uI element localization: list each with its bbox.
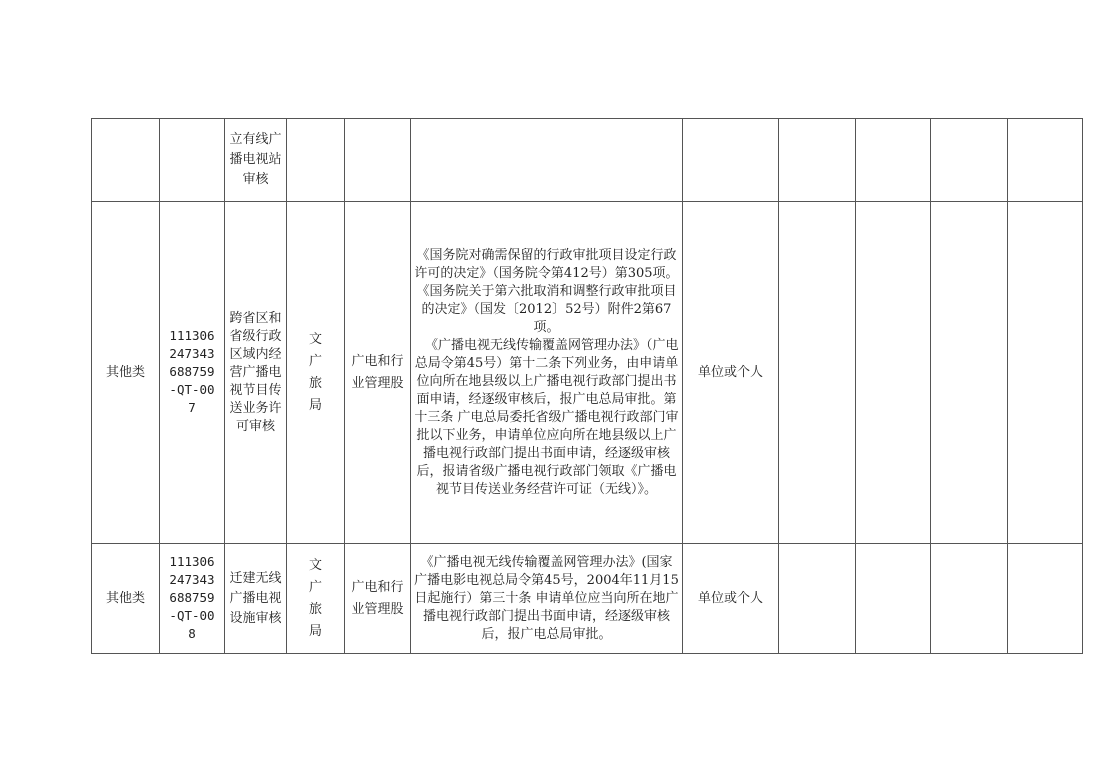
basis-cell	[411, 119, 683, 202]
category-cell: 其他类	[92, 544, 160, 654]
empty-cell	[856, 119, 931, 202]
empty-cell	[779, 544, 856, 654]
basis-paragraph: 《广播电视无线传输覆盖网管理办法》（广电总局令第45号）第十二条下列业务，由申请单位向所在地县级以上广播电视行政部门提出书面申请，经逐级审核后，报广电总局审批。第十三条 广电总局委托省级广播电视行政部门审批以下业务，申请单位应向所在地县级以上广播电视行政部门提出书面申请，经逐级审核后，报请省级广播电视行政部门领取《广播电视节目传送业务经营许可证（无线）》。	[414, 337, 679, 497]
code-cell: 111306247343688759-QT-007	[160, 202, 225, 544]
empty-cell	[1008, 202, 1083, 544]
basis-cell	[411, 544, 683, 654]
item-name-cell: 立有线广播电视站审核	[225, 119, 287, 202]
category-cell: 其他类	[92, 202, 160, 544]
department-cell	[345, 119, 411, 202]
basis-paragraph: 《国务院对确需保留的行政审批项目设定行政许可的决定》（国务院令第412号）第305项。	[414, 247, 679, 281]
subject-cell	[683, 119, 779, 202]
empty-cell	[779, 202, 856, 544]
basis-cell	[411, 202, 683, 544]
category-cell	[92, 119, 160, 202]
agency-cell: 文广旅局	[287, 202, 345, 544]
item-name-cell: 迁建无线广播电视设施审核	[225, 544, 287, 654]
empty-cell	[856, 202, 931, 544]
empty-cell	[931, 202, 1008, 544]
subject-cell: 单位或个人	[683, 202, 779, 544]
agency-cell: 文广旅局	[287, 544, 345, 654]
code-cell: 111306247343688759-QT-008	[160, 544, 225, 654]
department-cell: 广电和行业管理股	[345, 544, 411, 654]
empty-cell	[1008, 544, 1083, 654]
agency-cell	[287, 119, 345, 202]
code-cell	[160, 119, 225, 202]
subject-cell: 单位或个人	[683, 544, 779, 654]
empty-cell	[779, 119, 856, 202]
item-name-cell: 跨省区和省级行政区域内经营广播电视节目传送业务许可审核	[225, 202, 287, 544]
empty-cell	[931, 119, 1008, 202]
table-row	[92, 119, 1083, 202]
department-cell: 广电和行业管理股	[345, 202, 411, 544]
basis-paragraph: 《广播电视无线传输覆盖网管理办法》(国家广播电影电视总局令第45号，2004年11月15日起施行）第三十条 申请单位应当向所在地广播电视行政部门提出书面申请，经逐级审核后，报广电总局审批。	[414, 554, 679, 642]
empty-cell	[931, 544, 1008, 654]
empty-cell	[1008, 119, 1083, 202]
table-row	[92, 202, 1083, 544]
table-row	[92, 544, 1083, 654]
items-table	[91, 118, 1083, 654]
empty-cell	[856, 544, 931, 654]
basis-paragraph: 《国务院关于第六批取消和调整行政审批项目的决定》（国发〔2012〕52号）附件2第67项。	[416, 283, 677, 335]
